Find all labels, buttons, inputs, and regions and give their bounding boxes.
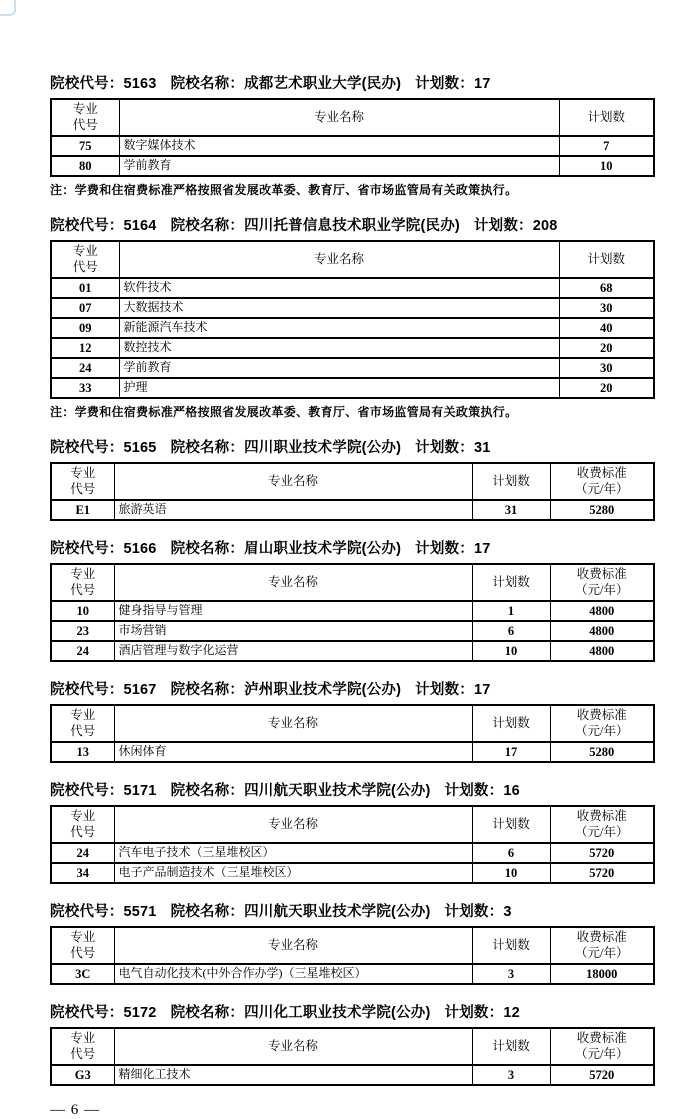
plan-total-value: 17 — [473, 76, 491, 92]
major-name-cell: 健身指导与管理 — [114, 601, 472, 621]
table-body — [51, 136, 654, 176]
inst-name-label: 院校名称： — [170, 218, 245, 234]
plan-count-cell: 40 — [559, 318, 654, 338]
plan-count-cell: 3 — [472, 1065, 550, 1085]
plan-count-cell: 6 — [472, 621, 550, 641]
plan-total-value: 208 — [532, 218, 558, 234]
table-row — [51, 156, 654, 176]
fee-cell: 4800 — [550, 641, 654, 661]
institution-title — [50, 779, 655, 800]
inst-name-value: 四川航天职业技术学院(公办) — [244, 904, 431, 920]
major-code-cell: 24 — [51, 358, 119, 378]
plan-total-label: 计划数： — [415, 541, 474, 557]
major-name-cell: 新能源汽车技术 — [119, 318, 559, 338]
table-body — [51, 500, 654, 520]
header-line: （元/年） — [575, 582, 629, 597]
plan-total-label: 计划数： — [473, 218, 533, 234]
majors-table — [50, 563, 655, 662]
table-header-row — [51, 241, 654, 278]
inst-name-value: 成都艺术职业大学(民办) — [244, 76, 402, 92]
inst-name-label: 院校名称： — [170, 440, 245, 456]
major-code-cell: 01 — [51, 278, 119, 298]
major-name-cell: 数字媒体技术 — [119, 136, 559, 156]
plan-count-cell: 30 — [559, 358, 654, 378]
fee-cell: 5280 — [550, 500, 654, 520]
col-header-fee — [550, 806, 654, 843]
plan-count-cell: 1 — [472, 601, 550, 621]
inst-code-value: 5165 — [123, 440, 157, 456]
majors-table — [50, 926, 655, 985]
inst-code-value: 5172 — [123, 1005, 157, 1021]
table-row — [51, 500, 654, 520]
major-code-cell: 75 — [51, 136, 119, 156]
major-code-cell: E1 — [51, 500, 114, 520]
plan-total-value: 17 — [473, 541, 491, 557]
fee-cell: 4800 — [550, 621, 654, 641]
inst-code-value: 5167 — [123, 682, 157, 698]
institution-section — [50, 72, 655, 198]
institution-title — [50, 436, 655, 457]
header-line: 收费标准 — [576, 929, 627, 944]
table-header-row — [51, 463, 654, 500]
institution-section — [50, 214, 655, 420]
inst-name-label: 院校名称： — [170, 1005, 245, 1021]
header-line: 收费标准 — [576, 1030, 627, 1045]
major-name-cell: 护理 — [119, 378, 559, 398]
fee-cell: 5720 — [550, 843, 654, 863]
table-header-row — [51, 806, 654, 843]
table-row — [51, 278, 654, 298]
major-name-cell: 软件技术 — [119, 278, 559, 298]
major-code-cell: 24 — [51, 843, 114, 863]
institution-section — [50, 537, 655, 662]
plan-total-value: 31 — [473, 440, 491, 456]
header-line: 代号 — [70, 723, 96, 738]
plan-total-label: 计划数： — [444, 783, 504, 799]
inst-code-label: 院校代号： — [50, 440, 124, 456]
col-header-plan: 计划数 — [472, 1028, 550, 1065]
major-name-cell: 汽车电子技术（三星堆校区） — [114, 843, 472, 863]
institution-title — [50, 537, 655, 558]
plan-total-value: 3 — [503, 904, 512, 920]
header-line: 专业 — [72, 243, 98, 258]
col-header-fee — [550, 705, 654, 742]
major-name-cell: 休闲体育 — [114, 742, 472, 762]
institution-section — [50, 678, 655, 763]
fee-note: 注：学费和住宿费标准严格按照省发展改革委、教育厅、省市场监管局有关政策执行。 — [50, 183, 518, 197]
col-header-major-code — [51, 99, 119, 136]
header-line: （元/年） — [575, 1046, 629, 1061]
inst-code-value: 5171 — [123, 783, 157, 799]
institution-title — [50, 1001, 655, 1022]
plan-count-cell: 68 — [559, 278, 654, 298]
inst-code-label: 院校代号： — [50, 904, 124, 920]
plan-total-label: 计划数： — [444, 1005, 504, 1021]
header-line: （元/年） — [575, 824, 629, 839]
col-header-major-name: 专业名称 — [114, 463, 472, 500]
major-code-cell: 13 — [51, 742, 114, 762]
table-row — [51, 338, 654, 358]
plan-count-cell: 31 — [472, 500, 550, 520]
fee-note: 注：学费和住宿费标准严格按照省发展改革委、教育厅、省市场监管局有关政策执行。 — [50, 405, 518, 419]
inst-name-value: 眉山职业技术学院(公办) — [244, 541, 402, 557]
plan-count-cell: 6 — [472, 843, 550, 863]
col-header-plan: 计划数 — [472, 463, 550, 500]
fee-cell: 5720 — [550, 1065, 654, 1085]
table-header-row — [51, 564, 654, 601]
table-body — [51, 964, 654, 984]
inst-name-value: 四川托普信息技术职业学院(民办) — [244, 218, 460, 234]
inst-code-label: 院校代号： — [50, 1005, 124, 1021]
major-code-cell: 23 — [51, 621, 114, 641]
major-code-cell: G3 — [51, 1065, 114, 1085]
plan-total-label: 计划数： — [415, 76, 474, 92]
table-row — [51, 621, 654, 641]
col-header-plan: 计划数 — [472, 806, 550, 843]
col-header-major-name: 专业名称 — [114, 1028, 472, 1065]
institution-title — [50, 72, 655, 93]
plan-total-label: 计划数： — [415, 682, 474, 698]
header-line: 专业 — [70, 808, 96, 823]
fee-cell: 18000 — [550, 964, 654, 984]
major-name-cell: 学前教育 — [119, 358, 559, 378]
major-name-cell: 电子产品制造技术（三星堆校区） — [114, 863, 472, 883]
inst-code-label: 院校代号： — [50, 541, 124, 557]
col-header-plan: 计划数 — [559, 99, 654, 136]
inst-name-value: 四川化工职业技术学院(公办) — [244, 1005, 431, 1021]
inst-code-label: 院校代号： — [50, 218, 124, 234]
majors-table — [50, 704, 655, 763]
inst-name-label: 院校名称： — [170, 904, 245, 920]
col-header-major-name: 专业名称 — [114, 705, 472, 742]
plan-count-cell: 10 — [472, 641, 550, 661]
table-body — [51, 843, 654, 883]
inst-code-label: 院校代号： — [50, 783, 124, 799]
table-body — [51, 1065, 654, 1085]
plan-count-cell: 10 — [472, 863, 550, 883]
header-line: 代号 — [72, 117, 98, 132]
col-header-fee — [550, 1028, 654, 1065]
plan-total-value: 17 — [473, 682, 491, 698]
header-line: 代号 — [70, 582, 96, 597]
inst-code-value: 5571 — [123, 904, 157, 920]
majors-table — [50, 240, 655, 399]
col-header-major-code — [51, 564, 114, 601]
major-code-cell: 12 — [51, 338, 119, 358]
inst-name-value: 四川职业技术学院(公办) — [244, 440, 402, 456]
table-row — [51, 298, 654, 318]
majors-table — [50, 1027, 655, 1086]
col-header-fee — [550, 564, 654, 601]
header-line: 收费标准 — [576, 707, 627, 722]
table-row — [51, 318, 654, 338]
plan-total-value: 16 — [503, 783, 520, 799]
plan-count-cell: 17 — [472, 742, 550, 762]
major-name-cell: 酒店管理与数字化运营 — [114, 641, 472, 661]
plan-total-value: 12 — [503, 1005, 520, 1021]
table-body — [51, 278, 654, 398]
header-line: （元/年） — [575, 945, 629, 960]
major-code-cell: 24 — [51, 641, 114, 661]
col-header-major-code — [51, 705, 114, 742]
table-body — [51, 742, 654, 762]
table-row — [51, 378, 654, 398]
plan-count-cell: 20 — [559, 378, 654, 398]
col-header-major-code — [51, 463, 114, 500]
plan-total-label: 计划数： — [444, 904, 504, 920]
col-header-plan: 计划数 — [559, 241, 654, 278]
table-row — [51, 843, 654, 863]
header-line: 专业 — [70, 929, 96, 944]
col-header-major-name: 专业名称 — [114, 564, 472, 601]
table-row — [51, 863, 654, 883]
table-header-row — [51, 1028, 654, 1065]
institution-section — [50, 436, 655, 521]
col-header-major-name: 专业名称 — [114, 806, 472, 843]
fee-cell: 4800 — [550, 601, 654, 621]
inst-name-label: 院校名称： — [170, 76, 245, 92]
scan-corner-artifact — [0, 0, 16, 16]
table-row — [51, 964, 654, 984]
major-name-cell: 学前教育 — [119, 156, 559, 176]
inst-name-value: 泸州职业技术学院(公办) — [244, 682, 402, 698]
header-line: 代号 — [70, 824, 96, 839]
fee-cell: 5720 — [550, 863, 654, 883]
col-header-plan: 计划数 — [472, 705, 550, 742]
plan-count-cell: 3 — [472, 964, 550, 984]
col-header-fee — [550, 463, 654, 500]
header-line: 代号 — [70, 481, 96, 496]
institution-section — [50, 900, 655, 985]
header-line: 专业 — [70, 1030, 96, 1045]
plan-count-cell: 10 — [559, 156, 654, 176]
col-header-major-name: 专业名称 — [119, 241, 559, 278]
major-code-cell: 80 — [51, 156, 119, 176]
inst-name-label: 院校名称： — [170, 783, 245, 799]
plan-count-cell: 7 — [559, 136, 654, 156]
major-name-cell: 电气自动化技术(中外合作办学)（三星堆校区） — [114, 964, 472, 984]
institution-section — [50, 1001, 655, 1086]
table-row — [51, 742, 654, 762]
inst-code-value: 5164 — [123, 218, 157, 234]
header-line: （元/年） — [575, 481, 629, 496]
inst-code-label: 院校代号： — [50, 76, 124, 92]
col-header-major-name: 专业名称 — [119, 99, 559, 136]
major-code-cell: 3C — [51, 964, 114, 984]
header-line: 代号 — [72, 259, 98, 274]
header-line: 收费标准 — [576, 465, 627, 480]
inst-name-label: 院校名称： — [170, 682, 245, 698]
fee-cell: 5280 — [550, 742, 654, 762]
header-line: 专业 — [72, 101, 98, 116]
major-code-cell: 07 — [51, 298, 119, 318]
major-name-cell: 市场营销 — [114, 621, 472, 641]
sections-container — [50, 72, 655, 1086]
table-row — [51, 136, 654, 156]
table-header-row — [51, 705, 654, 742]
majors-table — [50, 805, 655, 884]
page-number: — 6 — — [50, 1102, 100, 1118]
institution-title — [50, 214, 655, 235]
inst-name-label: 院校名称： — [170, 541, 245, 557]
col-header-plan: 计划数 — [472, 564, 550, 601]
col-header-major-code — [51, 1028, 114, 1065]
institution-title — [50, 678, 655, 699]
table-header-row — [51, 927, 654, 964]
plan-count-cell: 30 — [559, 298, 654, 318]
header-line: （元/年） — [575, 723, 629, 738]
plan-count-cell: 20 — [559, 338, 654, 358]
table-row — [51, 358, 654, 378]
header-line: 代号 — [70, 1046, 96, 1061]
institution-section — [50, 779, 655, 884]
table-body — [51, 601, 654, 661]
header-line: 收费标准 — [576, 566, 627, 581]
table-header-row — [51, 99, 654, 136]
inst-code-value: 5166 — [123, 541, 157, 557]
major-name-cell: 大数据技术 — [119, 298, 559, 318]
majors-table — [50, 98, 655, 177]
col-header-major-code — [51, 806, 114, 843]
major-code-cell: 34 — [51, 863, 114, 883]
col-header-major-code — [51, 927, 114, 964]
table-row — [51, 641, 654, 661]
header-line: 专业 — [70, 707, 96, 722]
institution-title — [50, 900, 655, 921]
col-header-major-code — [51, 241, 119, 278]
header-line: 专业 — [70, 566, 96, 581]
header-line: 专业 — [70, 465, 96, 480]
header-line: 代号 — [70, 945, 96, 960]
majors-table — [50, 462, 655, 521]
plan-total-label: 计划数： — [415, 440, 474, 456]
inst-code-label: 院校代号： — [50, 682, 124, 698]
major-code-cell: 09 — [51, 318, 119, 338]
major-name-cell: 精细化工技术 — [114, 1065, 472, 1085]
col-header-fee — [550, 927, 654, 964]
inst-code-value: 5163 — [123, 76, 157, 92]
major-name-cell: 数控技术 — [119, 338, 559, 358]
inst-name-value: 四川航天职业技术学院(公办) — [244, 783, 431, 799]
major-code-cell: 33 — [51, 378, 119, 398]
table-row — [51, 1065, 654, 1085]
col-header-plan: 计划数 — [472, 927, 550, 964]
table-row — [51, 601, 654, 621]
major-code-cell: 10 — [51, 601, 114, 621]
major-name-cell: 旅游英语 — [114, 500, 472, 520]
header-line: 收费标准 — [576, 808, 627, 823]
col-header-major-name: 专业名称 — [114, 927, 472, 964]
